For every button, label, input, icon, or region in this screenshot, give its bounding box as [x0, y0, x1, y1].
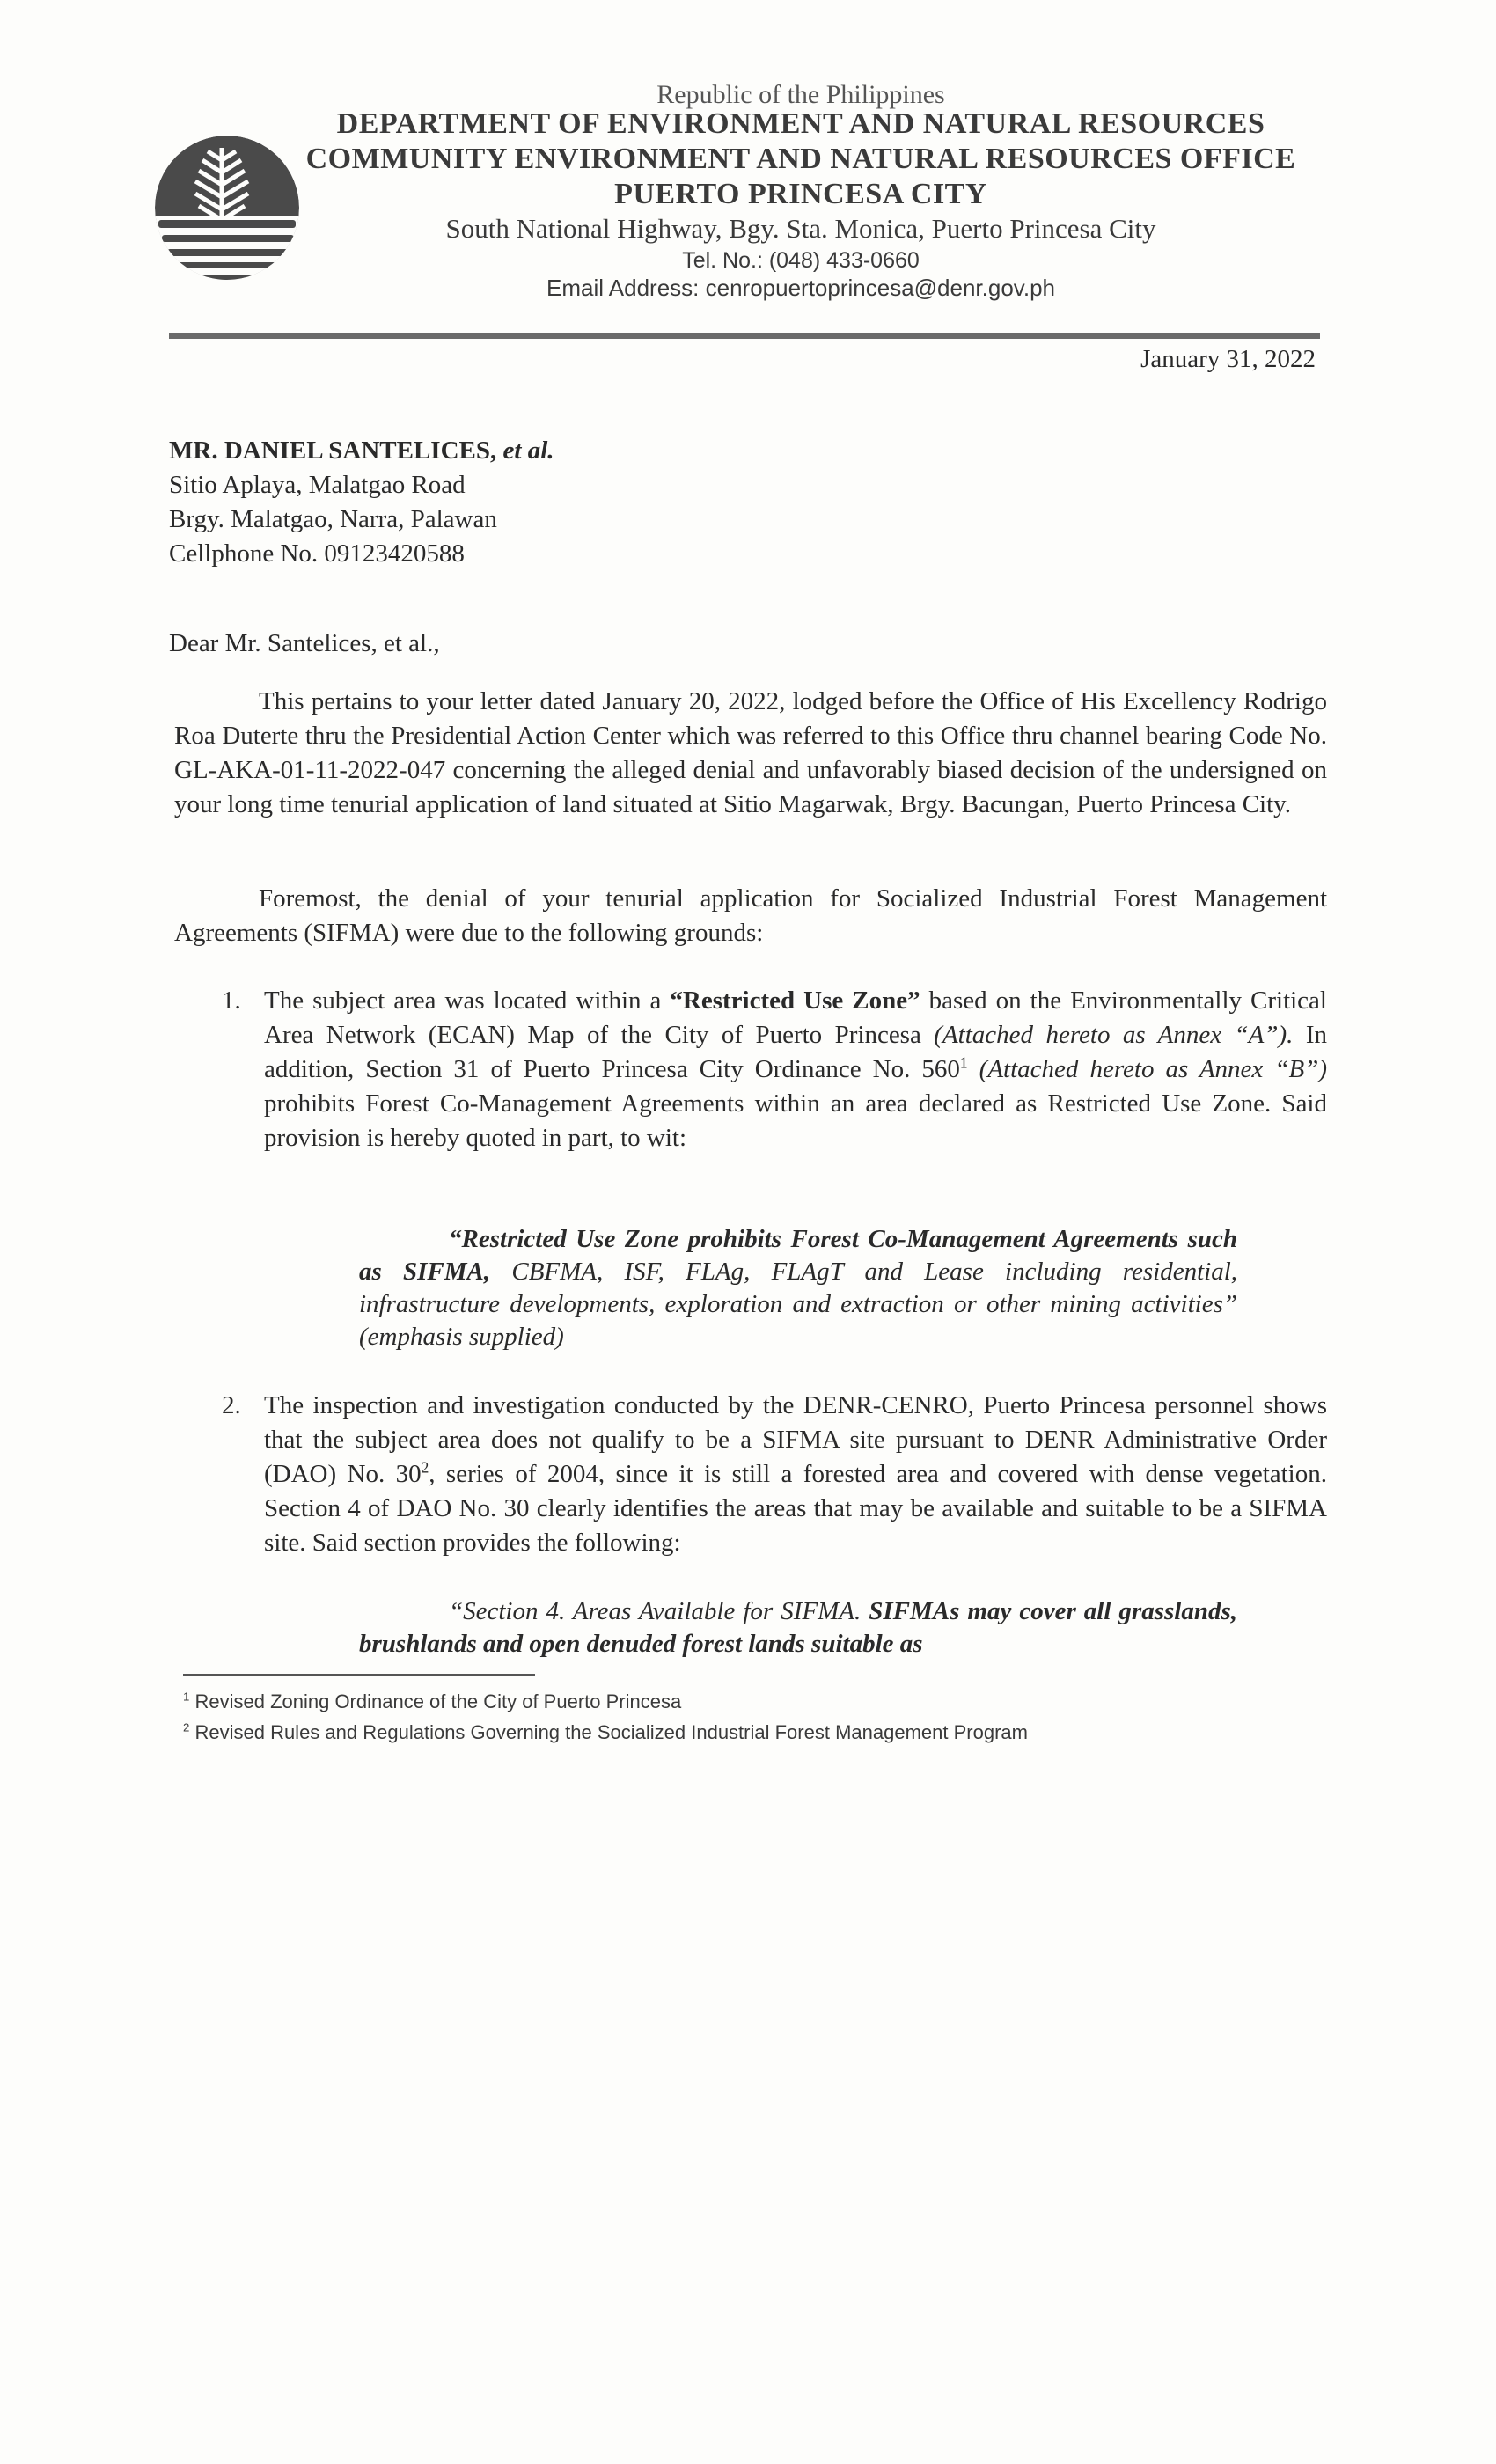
item-text-part: [968, 1055, 979, 1083]
item-text: [264, 984, 1327, 1155]
letterhead-office: COMMUNITY ENVIRONMENT AND NATURAL RESOURCES OFFICE: [305, 143, 1296, 175]
item-text-part: prohibits Forest Co-Management Agreements within an area declared as Restricted Use Zone. Said provision is hereby quoted in part, to wit:: [264, 1089, 1327, 1152]
letterhead-department: DEPARTMENT OF ENVIRONMENT AND NATURAL RESOURCES: [336, 107, 1265, 140]
footnote-marker: 1: [959, 1053, 968, 1072]
item-text-part: The inspection and investigation conducted by the DENR-CENRO, Puerto Princesa personnel shows that the subject area does not qualify to be a SIFMA site pursuant to DENR Administrative Order (DAO) No. 30: [264, 1391, 1327, 1488]
footnote-1: [183, 1690, 681, 1713]
item-text: [264, 1389, 1327, 1560]
annex-b-reference: (Attached hereto as Annex “B”): [979, 1055, 1327, 1083]
body-paragraph-1: This pertains to your letter dated January 20, 2022, lodged before the Office of His Excellency Rodrigo Roa Duterte thru the Presidential Action Center which was referred to this Office thru channel bearing Code No. GL-AKA-01-11-2022-047 concerning the alleged denial and unfavorably biased decision of the undersigned on your long time tenurial application of land situated at Sitio Magarwak, Brgy. Bacungan, Puerto Princesa City.: [174, 687, 1327, 818]
letterhead-divider: [169, 333, 1320, 339]
quote-emphasis: “Restricted Use Zone prohibits Forest Co-Management Agreements such as SIFMA,: [359, 1225, 1237, 1286]
footnote-divider: [183, 1674, 535, 1676]
quote-emphasis: SIFMAs may cover all grasslands, brushlands and open denuded forest lands suitable as: [359, 1597, 1237, 1658]
salutation: Dear Mr. Santelices, et al.,: [169, 629, 440, 657]
footnote-number: 1: [183, 1690, 190, 1704]
item-number: 1.: [222, 986, 241, 1015]
letterhead-address: South National Highway, Bgy. Sta. Monica, Puerto Princesa City: [445, 213, 1156, 244]
item-text-part: based on the Environmentally Critical Area Network (ECAN) Map of the City of Puerto Princesa: [264, 986, 1327, 1049]
letter-date: January 31, 2022: [1140, 345, 1316, 373]
body-paragraph-2: Foremost, the denial of your tenurial application for Socialized Industrial Forest Management Agreements (SIFMA) were due to the following grounds:: [174, 884, 1327, 947]
letterhead-tel: Tel. No.: (048) 433-0660: [682, 248, 920, 273]
item-text-part: In addition, Section 31 of Puerto Princesa City Ordinance No. 560: [264, 1021, 1328, 1083]
footnote-text: Revised Rules and Regulations Governing the Socialized Industrial Forest Management Program: [194, 1721, 1028, 1743]
letterhead-city: PUERTO PRINCESA CITY: [614, 178, 987, 210]
item-text-emphasis: “Restricted Use Zone”: [670, 986, 920, 1015]
addressee-line-1: Sitio Aplaya, Malatgao Road: [169, 471, 466, 499]
letterhead-email: Email Address: cenropuertoprincesa@denr.gov.ph: [546, 275, 1056, 301]
item-number: 2.: [222, 1391, 241, 1419]
item-text-part: The subject area was located within a: [264, 986, 671, 1015]
annex-a-reference: (Attached hereto as Annex “A”).: [934, 1021, 1294, 1049]
addressee-line-2: Brgy. Malatgao, Narra, Palawan: [169, 505, 497, 533]
addressee-name: [169, 438, 554, 464]
quoted-provision-1: [359, 1223, 1237, 1353]
letterhead-republic: Republic of the Philippines: [656, 80, 945, 109]
denr-logo: [151, 132, 303, 283]
quoted-provision-2: [359, 1595, 1237, 1661]
addressee-name-text: MR. DANIEL SANTELICES,: [169, 436, 497, 465]
quote-text: “Section 4. Areas Available for SIFMA.: [449, 1597, 869, 1625]
footnote-number: 2: [183, 1720, 190, 1734]
quote-text: CBFMA, ISF, FLAg, FLAgT and Lease including residential, infrastructure developments, exploration and extraction or other mining activities” (emphasis supplied): [359, 1258, 1237, 1351]
item-text-part: , series of 2004, since it is still a forested area and covered with dense vegetation. Section 4 of DAO No. 30 clearly identifies the areas that may be available and suitable to be a SIFMA site. Said section provides the following:: [264, 1460, 1327, 1557]
footnote-marker: 2: [421, 1458, 429, 1477]
footnote-text: Revised Zoning Ordinance of the City of Puerto Princesa: [194, 1690, 682, 1712]
addressee-line-3: Cellphone No. 09123420588: [169, 539, 465, 568]
footnote-2: [183, 1721, 1028, 1744]
addressee-name-suffix: et al.: [502, 436, 554, 465]
